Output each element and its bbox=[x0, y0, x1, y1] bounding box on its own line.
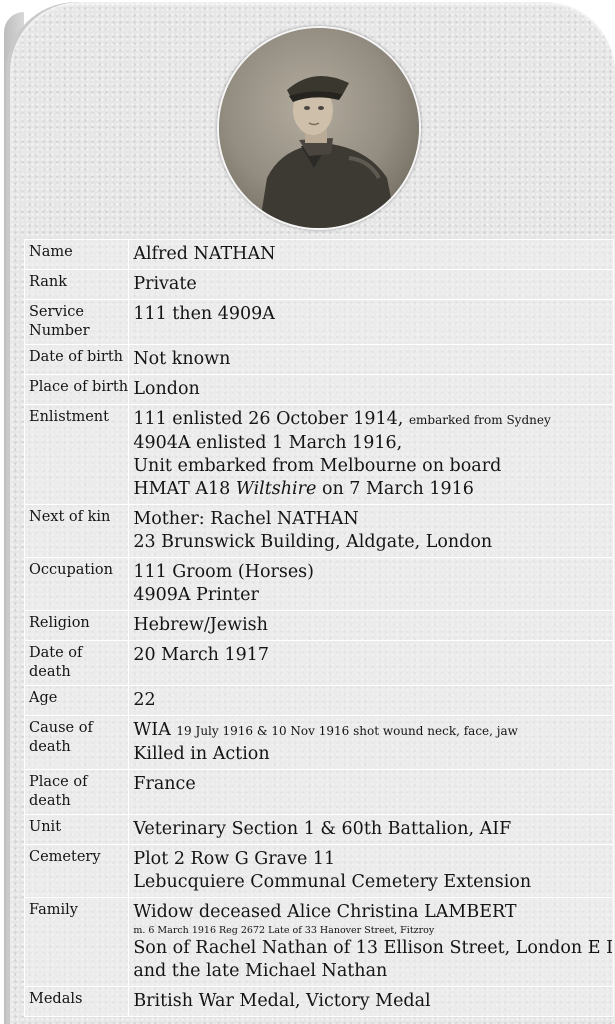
value-occupation bbox=[129, 558, 614, 611]
cause-of-death-line-1 bbox=[133, 719, 613, 743]
value-religion: Hebrew/Jewish bbox=[129, 611, 614, 641]
enlistment-line-1-main: 111 enlisted 26 October 1914, bbox=[133, 409, 409, 429]
label-medals: Medals bbox=[25, 987, 129, 1017]
enlistment-line-3: Unit embarked from Melbourne on board bbox=[133, 456, 502, 476]
label-cause-of-death: Cause of death bbox=[25, 716, 129, 770]
value-service-number: 111 then 4909A bbox=[129, 300, 614, 345]
family-line-3: Son of Rachel Nathan of 13 Ellison Street, London E I bbox=[133, 938, 613, 958]
value-next-of-kin bbox=[129, 505, 614, 558]
value-place-of-birth: London bbox=[129, 375, 614, 405]
value-cemetery bbox=[129, 845, 614, 898]
label-name: Name bbox=[25, 240, 129, 270]
row-enlistment bbox=[25, 405, 614, 505]
row-age bbox=[25, 686, 614, 716]
row-cemetery bbox=[25, 845, 614, 898]
enlistment-line-4-post: on 7 March 1916 bbox=[316, 479, 474, 499]
label-place-of-birth: Place of birth bbox=[25, 375, 129, 405]
row-name bbox=[25, 240, 614, 270]
row-date-of-birth bbox=[25, 345, 614, 375]
value-enlistment bbox=[129, 405, 614, 505]
enlistment-line-1-small: embarked from Sydney bbox=[408, 413, 551, 427]
row-medals bbox=[25, 987, 614, 1017]
value-cause-of-death bbox=[129, 716, 614, 770]
row-date-of-death bbox=[25, 641, 614, 686]
label-next-of-kin: Next of kin bbox=[25, 505, 129, 558]
row-place-of-death bbox=[25, 770, 614, 815]
cause-of-death-line-2: Killed in Action bbox=[133, 744, 270, 764]
enlistment-line-2: 4904A enlisted 1 March 1916, bbox=[133, 433, 403, 453]
label-date-of-birth: Date of birth bbox=[25, 345, 129, 375]
soldier-portrait bbox=[217, 26, 421, 230]
value-rank: Private bbox=[129, 270, 614, 300]
row-rank bbox=[25, 270, 614, 300]
enlistment-line-4 bbox=[133, 478, 613, 501]
row-unit bbox=[25, 815, 614, 845]
row-religion bbox=[25, 611, 614, 641]
value-age: 22 bbox=[129, 686, 614, 716]
enlistment-line-4-pre: HMAT A18 bbox=[133, 479, 236, 499]
row-service-number bbox=[25, 300, 614, 345]
value-date-of-death: 20 March 1917 bbox=[129, 641, 614, 686]
family-marriage-note: m. 6 March 1916 Reg 2672 Late of 33 Hanover Street, Fitzroy bbox=[133, 925, 435, 936]
label-enlistment: Enlistment bbox=[25, 405, 129, 505]
label-occupation: Occupation bbox=[25, 558, 129, 611]
cemetery-line-2: Lebucquiere Communal Cemetery Extension bbox=[133, 872, 532, 892]
occupation-line-1: 111 Groom (Horses) bbox=[133, 562, 314, 582]
cause-of-death-detail: 19 July 1916 & 10 Nov 1916 shot wound neck, face, jaw bbox=[176, 724, 518, 738]
label-rank: Rank bbox=[25, 270, 129, 300]
soldier-portrait-image bbox=[219, 28, 419, 228]
value-family bbox=[129, 898, 614, 987]
row-place-of-birth bbox=[25, 375, 614, 405]
value-place-of-death: France bbox=[129, 770, 614, 815]
label-cemetery: Cemetery bbox=[25, 845, 129, 898]
service-record-table bbox=[24, 239, 614, 1017]
label-unit: Unit bbox=[25, 815, 129, 845]
cemetery-line-1: Plot 2 Row G Grave 11 bbox=[133, 849, 336, 869]
label-religion: Religion bbox=[25, 611, 129, 641]
label-age: Age bbox=[25, 686, 129, 716]
row-next-of-kin bbox=[25, 505, 614, 558]
next-of-kin-line-2: 23 Brunswick Building, Aldgate, London bbox=[133, 532, 493, 552]
label-date-of-death: Date of death bbox=[25, 641, 129, 686]
value-unit: Veterinary Section 1 & 60th Battalion, AIF bbox=[129, 815, 614, 845]
next-of-kin-line-1: Mother: Rachel NATHAN bbox=[133, 509, 359, 529]
enlistment-ship-name: Wiltshire bbox=[235, 479, 317, 499]
row-cause-of-death bbox=[25, 716, 614, 770]
occupation-line-2: 4909A Printer bbox=[133, 585, 259, 605]
label-family: Family bbox=[25, 898, 129, 987]
row-family bbox=[25, 898, 614, 987]
family-line-1: Widow deceased Alice Christina LAMBERT bbox=[133, 902, 517, 922]
label-place-of-death: Place of death bbox=[25, 770, 129, 815]
enlistment-line-1 bbox=[133, 408, 613, 432]
value-medals: British War Medal, Victory Medal bbox=[129, 987, 614, 1017]
cause-of-death-main: WIA bbox=[133, 720, 177, 740]
row-occupation bbox=[25, 558, 614, 611]
label-service-number: Service Number bbox=[25, 300, 129, 345]
family-line-4: and the late Michael Nathan bbox=[133, 961, 388, 981]
value-name: Alfred NATHAN bbox=[129, 240, 614, 270]
value-date-of-birth: Not known bbox=[129, 345, 614, 375]
